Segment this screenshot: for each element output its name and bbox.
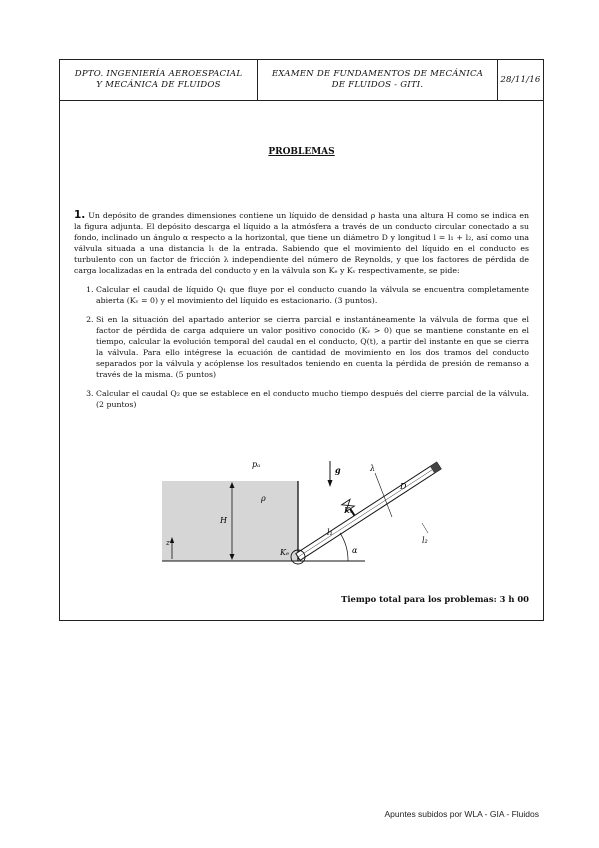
problem-statement: Un depósito de grandes dimensiones contiene un líquido de densidad ρ hasta una altura H como se indica en la figura adjunta. El depósito descarga el líquido a la atmósfera a través de un conducto circular conectado a su fondo, inclinado un ángulo α respecto a la horizontal, que tiene un diámetro D y longitud l = l₁ + l₂, así como una válvula situada a una distancia l₁ de la entrada. Sabiendo que el movimiento del líquido en el conducto es turbulento con un factor de fricción λ independiente del número de Reynolds, y que los factores de pérdida de carga localizadas en la entrada del conducto y en la válvula son Kₑ y Kᵥ respectivamente, se pide: [74,211,529,275]
exam-line1: EXAMEN DE FUNDAMENTOS DE MECÁNICA [271,69,484,79]
total-time: Tiempo total para los problemas: 3 h 00 [341,594,529,604]
exam-header [60,60,543,101]
gravity-arrowhead [328,480,333,487]
label-z: z [166,539,170,547]
exam-title-cell [258,60,498,100]
label-l1: l₁ [327,528,333,537]
label-H: H [220,516,227,525]
problem-item-1: 1. Calcular el caudal de líquido Q₁ que fluye por el conducto cuando la válvula se encuentra completamente abierta (Kᵥ = 0) y el movimiento del líquido es estacionario. (3 puntos). [96,284,529,306]
section-title: PROBLEMAS [268,147,335,157]
label-g: g [335,465,341,475]
dept-line2: Y MECÁNICA DE FLUIDOS [96,80,221,90]
label-D: D [400,482,407,491]
exam-date: 28/11/16 [500,74,541,85]
label-rho: ρ [261,494,266,503]
exam-line2: DE FLUIDOS - GITI. [331,80,424,90]
exam-frame [59,59,544,621]
footer-credit: Apuntes subidos por WLA - GIA - Fluidos [384,809,539,819]
angle-arc [340,533,348,561]
label-alpha: α [352,546,358,555]
problem-1 [74,210,529,418]
label-lambda: λ [370,464,376,473]
problem-items [74,284,529,410]
label-Ke: Kₑ [280,548,290,557]
l2-leader [422,523,428,533]
label-pa: pₐ [252,460,261,469]
problem-item-2: 2. Si en la situación del apartado anterior se cierra parcial e instantáneamente la válvula de forma que el factor de pérdida de carga adquiere un valor positivo conocido (Kᵥ > 0) que se mantiene constante en el tiempo, calcular la evolución temporal del caudal en el conducto, Q(t), a partir del instante en que se cierra la válvula. Para ello intégrese la ecuación de cantidad de movimiento en los dos tramos del conducto separados por la válvula y acóplense los resultados teniendo en cuenta la pérdida de presión de remanso a través de la misma. (5 puntos) [96,314,529,380]
label-l2: l₂ [422,536,428,545]
problem-item-3: 3. Calcular el caudal Q₂ que se establece en el conducto mucho tiempo después del cierre parcial de la válvula. (2 puntos) [96,388,529,410]
pipe-centerline [298,470,432,557]
label-Kv: Kᵥ [344,506,353,515]
pipe [287,453,441,560]
department-cell [60,60,258,100]
problem-figure [160,453,490,573]
date-cell [498,60,543,100]
dept-line1: DPTO. INGENIERÍA AEROESPACIAL [74,69,243,79]
problem-number: 1. [74,209,86,221]
tank-liquid [162,481,298,561]
